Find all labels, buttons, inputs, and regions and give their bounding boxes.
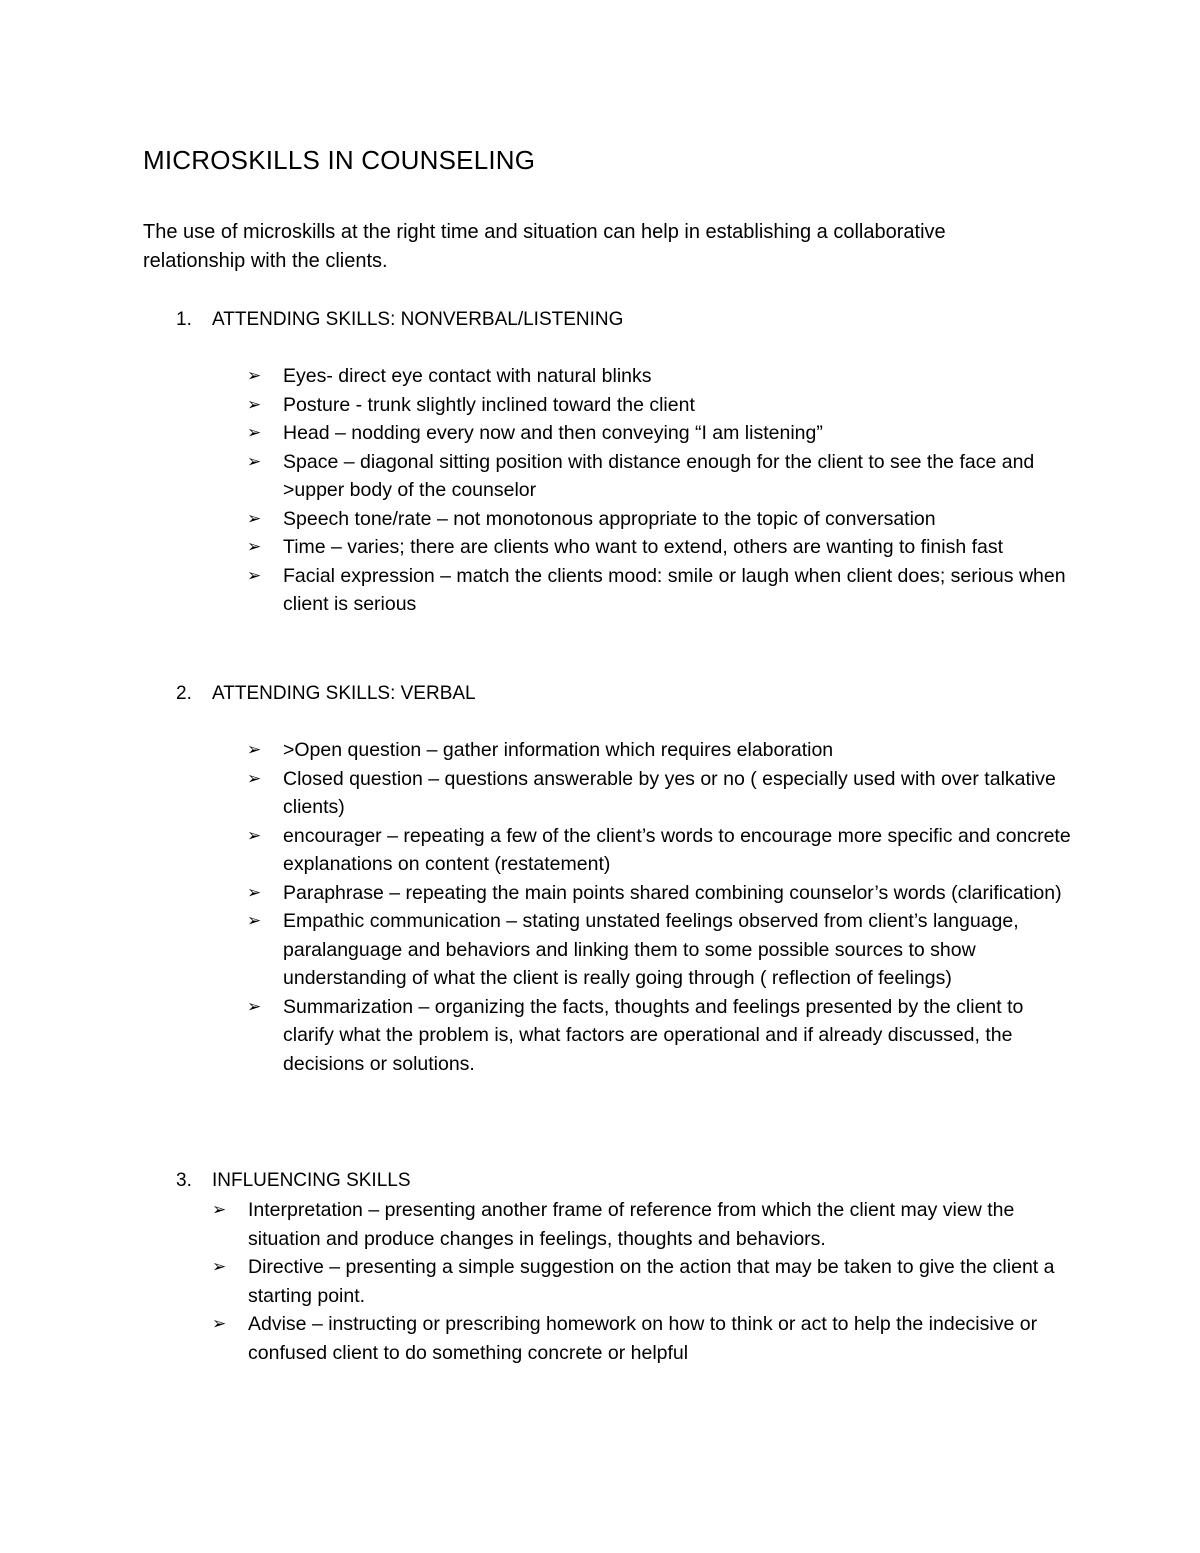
list-item: ➢ Space – diagonal sitting position with distance enough for the client to see the face and >upper body of the counselor [247, 448, 1077, 505]
list-item: ➢ Paraphrase – repeating the main points shared combining counselor’s words (clarification) [247, 879, 1077, 908]
list-item: ➢ Posture - trunk slightly inclined toward the client [247, 391, 1077, 420]
list-item: ➢ Speech tone/rate – not monotonous appropriate to the topic of conversation [247, 505, 1077, 534]
list-item: ➢ Directive – presenting a simple suggestion on the action that may be taken to give the client a starting point. [212, 1253, 1072, 1310]
arrowhead-bullet-icon: ➢ [247, 394, 262, 414]
list-item: ➢ Advise – instructing or prescribing homework on how to think or act to help the indecisive or confused client to do something concrete or helpful [212, 1310, 1072, 1367]
page-title: MICROSKILLS IN COUNSELING [143, 145, 536, 175]
bullet-list-attending-verbal [247, 736, 1077, 1078]
section-title: ATTENDING SKILLS: NONVERBAL/LISTENING [212, 309, 624, 330]
arrowhead-bullet-icon: ➢ [247, 508, 262, 528]
list-item: ➢ >Open question – gather information which requires elaboration [247, 736, 1077, 765]
list-item: ➢ Eyes- direct eye contact with natural blinks [247, 362, 1077, 391]
list-item: ➢ encourager – repeating a few of the client’s words to encourage more specific and concrete explanations on content (restatement) [247, 822, 1077, 879]
arrowhead-bullet-icon: ➢ [247, 768, 262, 788]
arrowhead-bullet-icon: ➢ [247, 825, 262, 845]
arrowhead-bullet-icon: ➢ [247, 423, 262, 442]
arrowhead-bullet-icon: ➢ [247, 451, 262, 471]
list-item: ➢ Closed question – questions answerable by yes or no ( especially used with over talkative clients) [247, 765, 1077, 822]
list-item: ➢ Head – nodding every now and then conveying “I am listening” [247, 419, 1077, 448]
arrowhead-bullet-icon: ➢ [247, 911, 262, 930]
arrowhead-bullet-icon: ➢ [247, 537, 262, 556]
bullet-list-influencing [212, 1196, 1072, 1367]
list-item: ➢ Summarization – organizing the facts, thoughts and feelings presented by the client to clarify what the problem is, what factors are operational and if already discussed, the decisions or solutions. [247, 993, 1077, 1079]
section-title: ATTENDING SKILLS: VERBAL [212, 683, 476, 704]
section-number: 3. [176, 1170, 192, 1191]
arrowhead-bullet-icon: ➢ [247, 366, 262, 385]
intro-paragraph: The use of microskills at the right time and situation can help in establishing a collaborative relationship with the clients. [143, 221, 946, 272]
list-item: ➢ Facial expression – match the clients mood: smile or laugh when client does; serious when client is serious [247, 562, 1077, 619]
arrowhead-bullet-icon: ➢ [247, 882, 262, 902]
arrowhead-bullet-icon: ➢ [247, 565, 262, 585]
arrowhead-bullet-icon: ➢ [247, 996, 262, 1016]
section-number: 1. [176, 309, 192, 330]
list-item: ➢ Time – varies; there are clients who want to extend, others are wanting to finish fast [247, 533, 1077, 562]
arrowhead-bullet-icon: ➢ [212, 1314, 227, 1333]
list-item: ➢ Interpretation – presenting another frame of reference from which the client may view the situation and produce changes in feelings, thoughts and behaviors. [212, 1196, 1072, 1253]
section-number: 2. [176, 683, 192, 704]
section-title: INFLUENCING SKILLS [212, 1170, 411, 1191]
list-item: ➢ Empathic communication – stating unstated feelings observed from client’s language, paralanguage and behaviors and linking them to some possible sources to show understanding of what the client is really going through ( reflection of feelings) [247, 907, 1077, 993]
arrowhead-bullet-icon: ➢ [247, 740, 262, 759]
arrowhead-bullet-icon: ➢ [212, 1200, 227, 1219]
arrowhead-bullet-icon: ➢ [212, 1257, 227, 1276]
bullet-list-attending-nonverbal [247, 362, 1077, 619]
